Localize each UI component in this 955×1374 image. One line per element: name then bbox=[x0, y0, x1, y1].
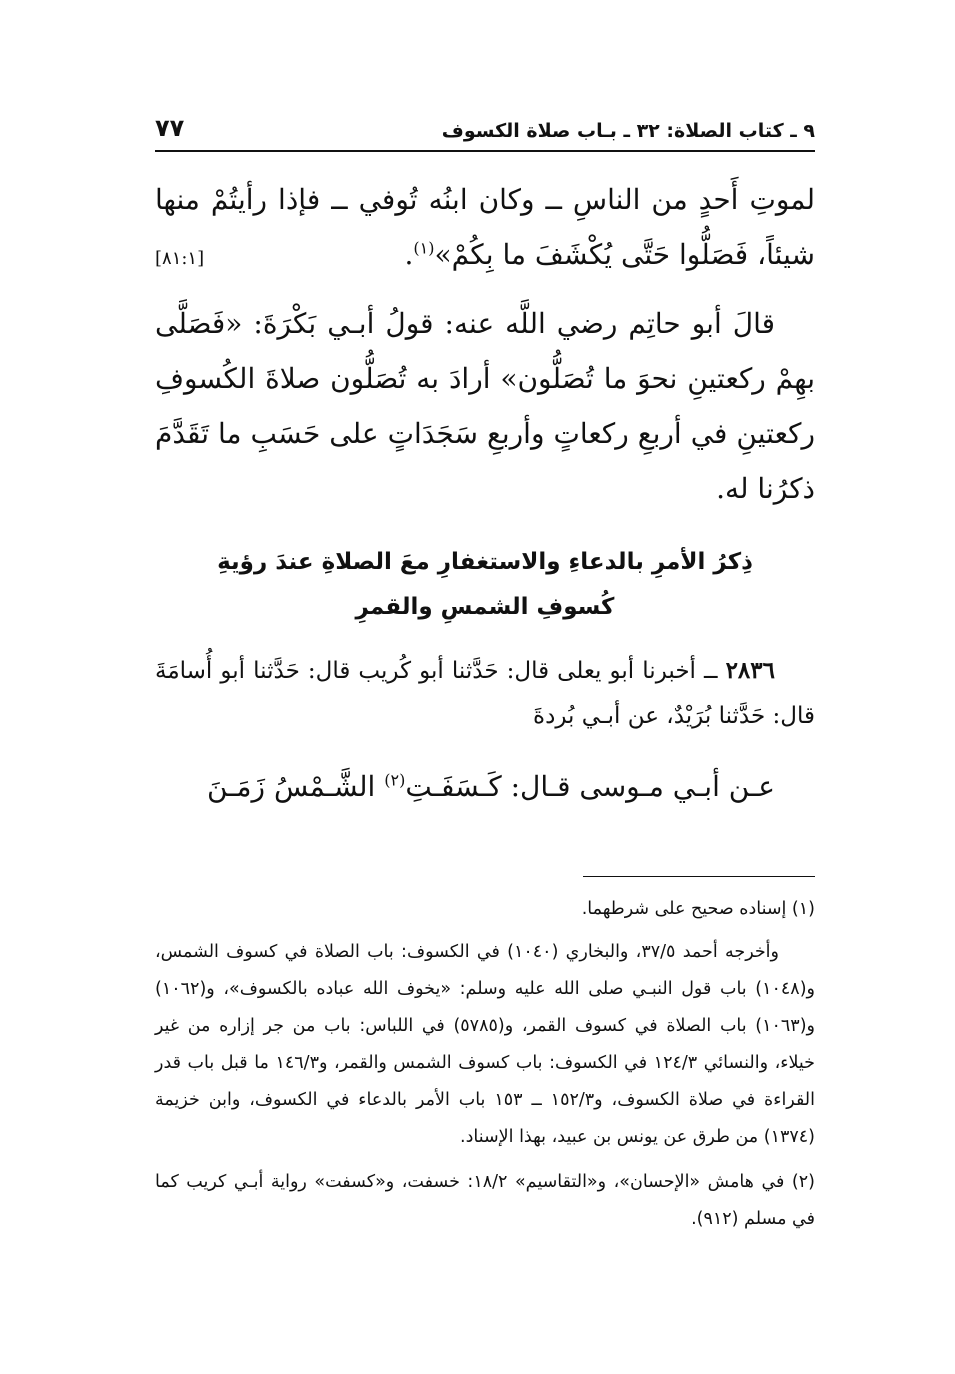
chapter-title: ٩ ـ كتاب الصلاة: ٣٢ ـ بـاب صلاة الكسوف bbox=[441, 120, 815, 142]
footnote-marker-1: (١) bbox=[413, 238, 435, 258]
matn-text-end: الشَّـمْسُ زَمَـنَ bbox=[207, 770, 385, 803]
paragraph-text: لموتِ أَحدٍ من الناسِ ــ وكان ابنُه تُوفي ــ فإذا رأيتُمْ منها شيئاً، فَصَلُّوا حَتَّى يُكْشَفَ ما بِكُمْ» bbox=[155, 183, 815, 271]
running-header bbox=[155, 110, 815, 150]
hadith-reference: [٨١:١] bbox=[155, 248, 205, 269]
header-rule bbox=[155, 150, 815, 152]
matn-text-start: عـن أبـي مـوسى قـال: كَـسَفَـتِ bbox=[405, 770, 775, 803]
footnotes bbox=[155, 891, 815, 1238]
footnote-marker-2: (٢) bbox=[384, 770, 406, 790]
section-heading bbox=[155, 540, 815, 630]
footnote-2: (٢) في هامش «الإحسان»، و«التقاسيم» ١٨/٢: خسفت، و«كسفت» رواية أبـي كريب كما في مسلم (٩١٢). bbox=[155, 1172, 815, 1229]
footnote-rule bbox=[583, 876, 815, 877]
book-page bbox=[155, 110, 815, 1238]
paragraph-period: . bbox=[404, 238, 414, 271]
paragraph-hadith-end bbox=[155, 172, 815, 282]
hadith-isnad bbox=[155, 648, 815, 739]
hadith-matn bbox=[155, 759, 815, 814]
footnote-1-title: (١) إسناده صحيح على شرطهما. bbox=[581, 899, 815, 919]
isnad-text: ــ أخبرنا أبو يعلى قال: حَدَّثنا أبو كُريب قال: حَدَّثنا أبو أُسامَةَ قال: حَدَّثنا بُرَيْدٌ، عن أبـي بُردةَ bbox=[155, 658, 815, 729]
paragraph-commentary: قالَ أبو حاتِم رضي اللَّه عنه: قولُ أبـي بَكْرَةَ: «فَصَلَّى بهِمْ ركعتينِ نحوَ ما تُصَلُّون» أرادَ به تُصَلُّون صلاةَ الكُسوفِ ركعتينِ في أربعِ ركعاتٍ وأربعِ سَجَدَاتٍ على حَسَبِ ما تَقَدَّمَ ذكرُنا له. bbox=[155, 307, 815, 505]
heading-line-2: كُسوفِ الشمسِ والقمرِ bbox=[355, 594, 615, 620]
heading-line-1: ذِكرُ الأمرِ بالدعاءِ والاستغفارِ معَ الصلاةِ عندَ رؤيةِ bbox=[217, 549, 753, 575]
page-number: ٧٧ bbox=[155, 114, 185, 142]
main-text bbox=[155, 172, 815, 516]
footnote-1-body: وأخرجه أحمد ٣٧/٥، والبخاري (١٠٤٠) في الكسوف: باب الصلاة في كسوف الشمس، و(١٠٤٨) باب قول النبـي صلى الله عليه وسلم: «يخوف الله عباده بالكسوف»، و(١٠٦٢) و(١٠٦٣) باب الصلاة في كسوف القمر، و(٥٧٨٥) في اللباس: باب من جر إزاره من غير خيلاء، والنسائي ١٢٤/٣ في الكسوف: باب كسوف الشمس والقمر، و١٤٦/٣ ما قبل باب قدر القراءة في صلاة الكسوف، و١٥٢/٣ ــ ١٥٣ باب الأمر بالدعاء في الكسوف، وابن خزيمة (١٣٧٤) من طرق عن يونس بن عبيد، بهذا الإسناد. bbox=[155, 942, 816, 1147]
hadith-number: ٢٨٣٦ bbox=[725, 657, 775, 684]
